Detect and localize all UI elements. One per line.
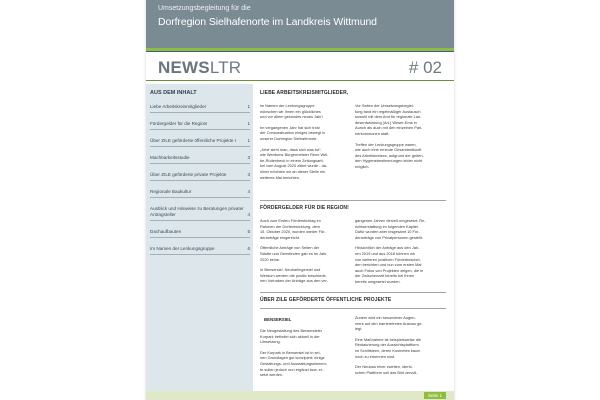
paragraph: Öffentliche Anträge von Seiten der Städte und Gemeinden gab es im Jahr 2020 keine. <box>260 245 327 262</box>
paragraph: Treffen der Lenkungsgruppe waren, wie auch eine erneute Gesamtmitkunft des Arbeitskreises, aufgrund der gelten- den Hygienebestimmungen leider nicht möglich. <box>355 141 424 169</box>
paragraph: im Namen der Lenkungsgruppe wünschen wir Ihnen ein glückliches und vor allem gesundes neues Jahr! <box>260 103 323 120</box>
funding-column-2 <box>355 218 446 290</box>
masthead-title-light: LTR <box>209 58 242 77</box>
section-title-greeting: LIEBE ARBEITSKREISMITGLIEDER, <box>260 90 349 96</box>
toc-item-page: 4 <box>247 189 250 194</box>
toc-item-label: Ausblick und Hinweise zu Beratungen privater Antragsteller <box>150 206 244 217</box>
paragraph: Eine Maßnahme ist beispielsweise die Restaurierung der Aussichtsplattform im Schilfsteen, deren Kosmetes kaum noch zu erkennen sind. <box>355 336 421 359</box>
toc-item-label: Liebe Arbeitskreismitglieder <box>150 104 207 109</box>
paragraph: Der Kurpark in Bensersiel ist in sei- nen Grundlagen gut konzipiert; einige Gestaltungs- und Ausstattungselemen- te sollen jedoch nun ergänzt bzw. er- setzt werden. <box>260 349 328 378</box>
toc-item-page: 3 <box>247 155 250 160</box>
toc-item[interactable] <box>150 153 250 164</box>
header-title: Dorfregion Sielhafenorte im Landkreis Wittmund <box>158 16 377 28</box>
toc-item[interactable] <box>150 119 250 130</box>
funding-column-1 <box>260 218 351 289</box>
greeting-column-1 <box>260 103 351 185</box>
paragraph: Im vergangenen Jahr hat sich trotz der Coronasituation einiges bewegt in unserer Dorfregion Sielhafenorte. <box>260 124 326 141</box>
header-band <box>146 0 454 48</box>
toc-item[interactable] <box>150 187 250 198</box>
toc-item-label: Dachaufbauten <box>150 229 182 234</box>
issue-number: # 02 <box>408 58 442 77</box>
table-of-contents <box>146 84 253 400</box>
page-number: Seite 1 <box>424 392 446 399</box>
toc-list <box>150 102 250 261</box>
paragraph: Der Neubau einer zweiten, identi- schen Plattform soll das Bild vervoll- <box>355 364 418 375</box>
header-stripe-blue <box>146 51 454 52</box>
toc-item-page: 5 <box>247 229 250 234</box>
toc-heading: AUS DEM INHALT <box>150 90 197 96</box>
greeting-column-2 <box>355 103 446 175</box>
subsection-title-bensersiel: BENSERSIEL <box>264 317 292 322</box>
toc-item-page: 6 <box>247 246 250 251</box>
section-divider <box>260 292 446 293</box>
toc-item-page: 1 <box>247 121 250 126</box>
toc-item[interactable] <box>150 136 250 147</box>
paragraph: Auch zum Ersten Förderstichtag im Rahmen der Dorfentwicklung, dem 15. Oktober 2020, wurden wieder För- deranträge eingereicht. <box>260 218 326 240</box>
masthead-title-bold: NEWS <box>158 58 210 77</box>
toc-item-label: Über ZILE geförderte private Projekte <box>150 172 227 177</box>
section-divider <box>260 200 446 201</box>
toc-item-label: Über ZILE geförderte öffentliche Projekte I <box>150 138 236 143</box>
toc-item-label: Fördergelder für die Region! <box>150 121 208 126</box>
paragraph: Die Neugestaltung des Bensersieler Kurpark befindet sich aktuell in der Umsetzung. <box>260 328 323 345</box>
toc-item-label: Im Namen der Lenkungsgruppe <box>150 246 215 251</box>
paragraph: In Bensersiel, Neuharlingersiel und Werdum werden die positiv beschiede- nen Vorhaben der Anträge aus den ver- <box>260 267 329 284</box>
toc-item-page: 4 <box>247 212 250 217</box>
section-divider <box>260 308 446 309</box>
masthead-rule <box>146 80 454 81</box>
paragraph: Hinsichtlich der Anträge aus den Jah- ren 2019 und aus 2018 können wir von weiteren positiven Förderbeschei- den berichten und nun zum ersten Mal auch Fotos von Projekten zeigen, die in der Zwischenzeit bereits bei Ihnen bereits umgesetzt wurden. <box>355 245 424 284</box>
section-title-funding: FÖRDERGELDER FÜR DIE REGION! <box>260 205 349 211</box>
toc-item-page: 1 <box>247 104 250 109</box>
toc-item[interactable] <box>150 227 250 238</box>
toc-item[interactable] <box>150 102 250 113</box>
public-projects-column-2 <box>355 315 446 380</box>
toc-item-page: 3 <box>247 172 250 177</box>
paragraph: gangenen Jahren derzeit umgesetzt; Re- richtserstattung im folgenden Kapitel. Dafür wurden aber insgesamt 10 För- deranträge von Privatpersonen gestellt. <box>355 218 426 240</box>
public-projects-column-1 <box>260 328 351 383</box>
paragraph: Vor Seiten der Umsetzungsbeglei- tung fand ein regelmäßiger Austausch sowohl mit dem Amt für regionale Lan- desentwicklung (ArL) Weser-Ems in Aurich als auch mit den einzelnen Pari- nerkommunen statt. <box>355 103 423 136</box>
toc-item[interactable] <box>150 244 250 255</box>
section-title-public-projects: ÜBER ZILE GEFÖRDERTE ÖFFENTLICHE PROJEKTE <box>260 297 392 303</box>
footer-bar <box>146 391 454 400</box>
toc-item[interactable] <box>150 170 250 181</box>
toc-item[interactable] <box>150 204 250 221</box>
header-subtitle: Umsetzungsbegleitung für die <box>158 5 251 12</box>
toc-item-label: Machbarkeitsstudie <box>150 155 190 160</box>
toc-item-label: Regionale Baukultur <box>150 189 192 194</box>
paragraph: Zudem wird ein besonderer Augen- merk auf den barrierefreien Ausbau ge- legt. <box>355 315 423 332</box>
masthead-title <box>158 58 241 78</box>
paragraph: „Jetzt sieht man, dass sich was tut“, wie Werdums Bürgermeister Rene Wei- be-Rodenbeck in einem Zeitungsarti- kel vom August 2020 zitiert wurde - da- rüber möchten wir an dieser Stelle ein weiteres Mal berichten. <box>260 146 329 180</box>
newsletter-page <box>146 0 454 400</box>
toc-item-page: 1 <box>247 138 250 143</box>
